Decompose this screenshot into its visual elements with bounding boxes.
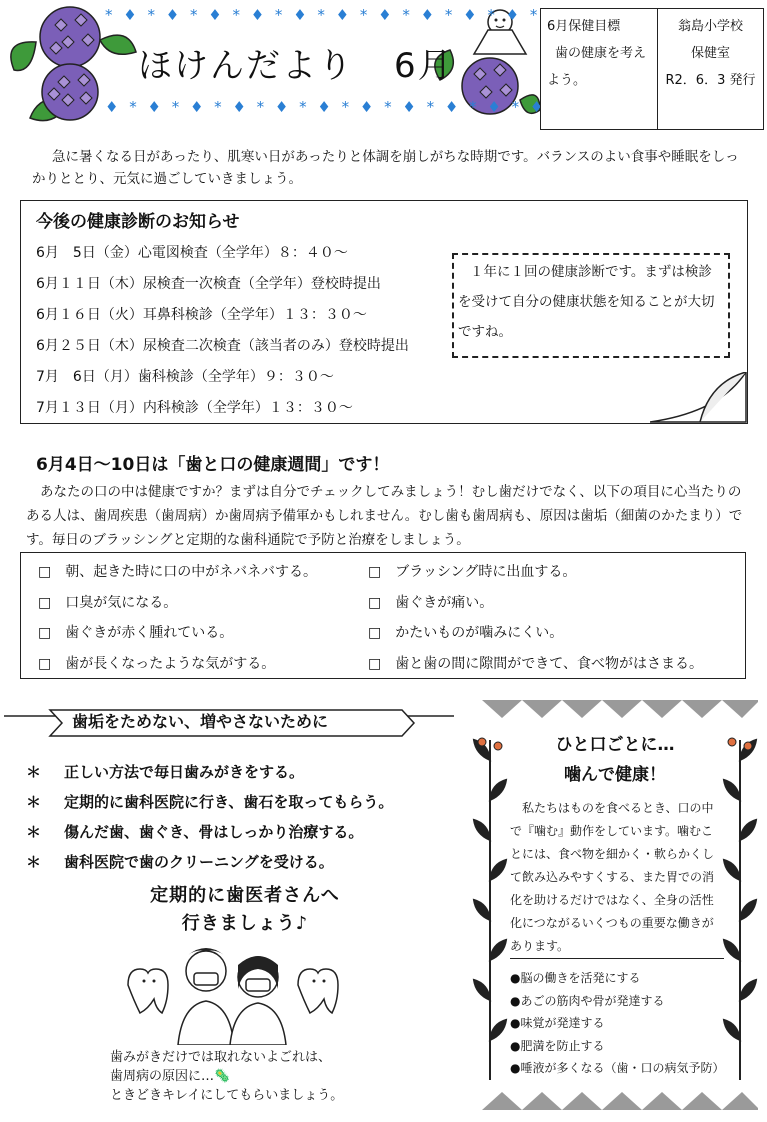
title-text: ほけんだより [138, 46, 354, 86]
exam-item: 7月 6日（月）歯科検診（全学年）９：３０〜 [36, 369, 334, 385]
visit-dentist-message: 定期的に歯医者さんへ 行きましょう♪ [150, 885, 340, 934]
checklist-item[interactable]: □ 歯と歯の間に隙間ができて、食べ物がはさまる。 [368, 656, 703, 672]
goal-label: 6月保健目標 [547, 19, 621, 34]
checkbox-icon: □ [38, 656, 52, 672]
newsletter-title [138, 38, 454, 87]
dental-week-title: 6月4日〜10日は「歯と口の健康週間」です！ [36, 455, 390, 475]
checkbox-icon: □ [38, 595, 52, 611]
care-item: ＊ 定期的に歯科医院に行き、歯石を取ってもらう。 [26, 793, 394, 811]
checkbox-icon: □ [368, 595, 382, 611]
benefit-item: ●味覚が発達する [510, 1016, 605, 1030]
checklist-item[interactable]: □ 歯ぐきが痛い。 [368, 595, 494, 611]
care-item: ＊ 正しい方法で毎日歯みがきをする。 [26, 763, 305, 781]
health-goal [541, 9, 658, 129]
checklist-item[interactable]: □ 歯が長くなったような気がする。 [38, 656, 276, 672]
dental-week-text: あなたの口の中は健康ですか？まずは自分でチェックしてみましょう！むし歯だけでなく、以下の項目に心当たりのある人は、歯周疾患（歯周病）か歯周病予備軍かもしれません。むし歯も歯周病も、原因は歯垢（細菌のかたまり）です。毎日のブラッシングと定期的な歯科通院で予防と治療をしましょう。 [26, 484, 743, 548]
raindrops-bottom: ♦ * ♦ * ♦ * ♦ * ♦ * ♦ * ♦ * ♦ * ♦ * ♦ * ♦ [105, 98, 547, 116]
benefit-item: ●肥満を防止する [510, 1038, 605, 1053]
exam-title: 今後の健康診断のお知らせ [36, 212, 240, 232]
benefit-item: ●あごの筋肉や骨が発達する [510, 993, 665, 1008]
info-box [540, 8, 764, 130]
exam-item: 6月２５日（木）尿検査二次検査（該当者のみ）登校時提出 [36, 338, 409, 354]
chewing-title: ひと口ごとに… 噛んで健康！ [555, 735, 675, 785]
checklist-item[interactable]: □ 口臭が気になる。 [38, 595, 178, 611]
raindrops-top: * ♦ * ♦ * ♦ * ♦ * ♦ * ♦ * ♦ * ♦ * ♦ * ♦ * [105, 6, 541, 24]
office-name: 保健室 [690, 46, 730, 61]
goal-text: 歯の健康を考えよう。 [547, 46, 647, 88]
exam-item: 7月１３日（月）内科検診（全学年）１３：３０〜 [36, 400, 353, 416]
care-item: ＊ 歯科医院で歯のクリーニングを受ける。 [26, 853, 334, 871]
care-item: ＊ 傷んだ歯、歯ぐき、骨はしっかり治療する。 [26, 823, 364, 841]
care-title: 歯垢をためない、増やさないために [72, 712, 329, 731]
exam-item: 6月１１日（木）尿検査一次検査（全学年）登校時提出 [36, 276, 381, 292]
checkbox-icon: □ [38, 564, 52, 580]
exam-list [36, 238, 409, 424]
exam-note: １年に１回の健康診断です。まずは検診を受けて自分の健康状態を知ることが大切ですね。 [452, 253, 730, 358]
exam-item: 6月１６日（火）耳鼻科検診（全学年）１３：３０〜 [36, 307, 367, 323]
checkbox-icon: □ [368, 564, 382, 580]
chewing-benefits [510, 967, 724, 1080]
dentist-illustration-icon [118, 945, 348, 1045]
benefit-item: ●唾液が多くなる（歯・口の病気予防） [510, 1061, 725, 1075]
checkbox-icon: □ [38, 625, 52, 641]
intro-text: 急に暑くなる日があったり、肌寒い日があったりと体調を崩しがちな時期です。バランスのよい食事や睡眠をしっかりととり、元気に過ごしていきましょう。 [32, 149, 739, 187]
cleaning-caption: 歯みがきだけでは取れないよごれは、 歯周病の原因に…🦠 ときどきキレイにしてもらいましょう。 [110, 1050, 344, 1103]
page-curl-icon [650, 372, 748, 424]
issuer [658, 9, 763, 129]
title-month: 6月 [394, 46, 454, 86]
checkbox-icon: □ [368, 656, 382, 672]
checkbox-icon: □ [368, 625, 382, 641]
checklist-item[interactable]: □ 朝、起きた時に口の中がネバネバする。 [38, 564, 317, 580]
exam-item: 6月 5日（金）心電図検査（全学年）８：４０〜 [36, 245, 348, 261]
care-list [26, 757, 393, 877]
checklist-item[interactable]: □ 歯ぐきが赤く腫れている。 [38, 625, 234, 641]
chewing-text: 私たちはものを食べるとき、口の中で『噛む』動作をしています。噛むことには、食べ物を細かく・軟らかくして飲み込みやすくする、また胃での消化を助けるだけではなく、全身の活性化につながるいくつもの重要な働きがあります。 [510, 801, 715, 953]
divider [510, 958, 724, 959]
checklist-item[interactable]: □ かたいものが噛みにくい。 [368, 625, 564, 641]
school-name: 翁島小学校 [677, 19, 743, 34]
checklist-item[interactable]: □ ブラッシング時に出血する。 [368, 564, 577, 580]
issue-date: R2．6．3 発行 [665, 73, 756, 88]
benefit-item: ●脳の働きを活発にする [510, 971, 641, 985]
